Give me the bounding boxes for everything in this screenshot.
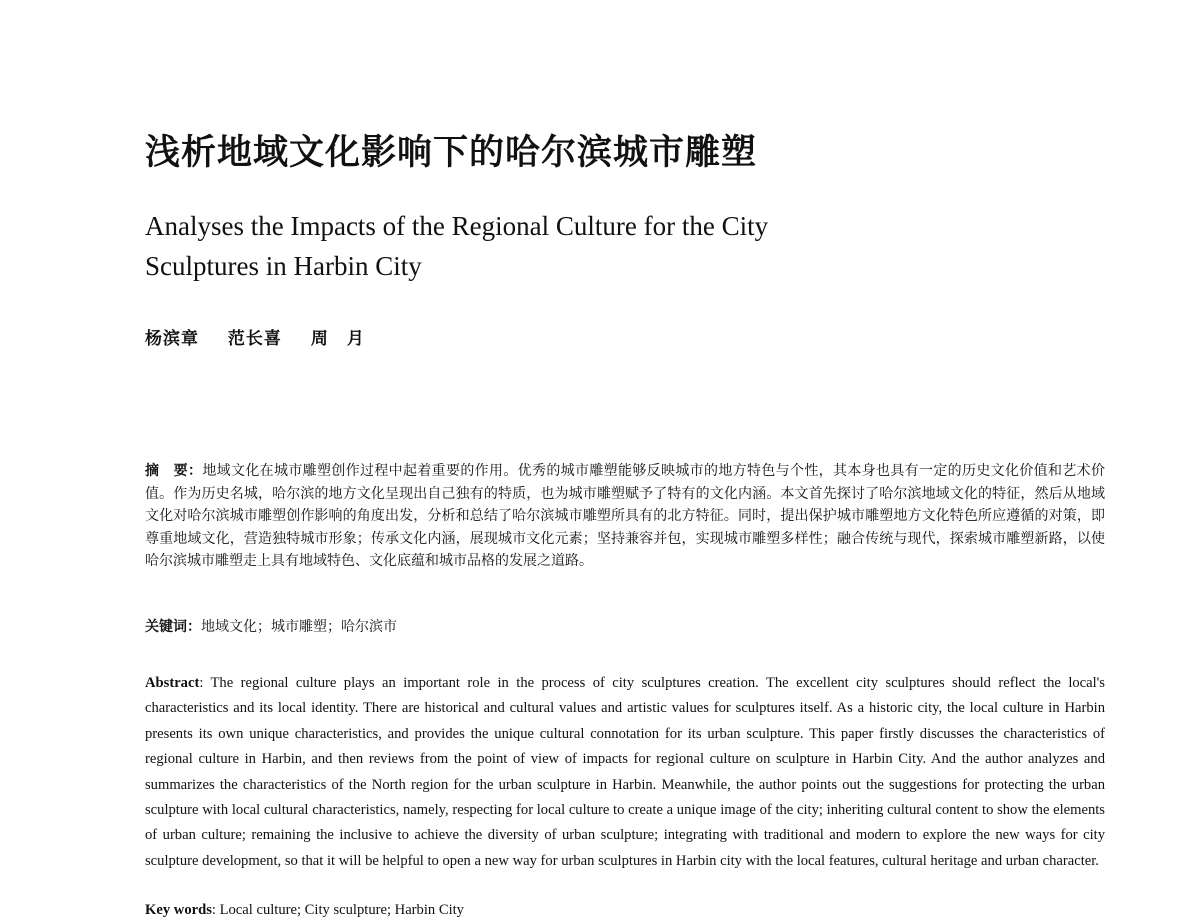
title-english: Analyses the Impacts of the Regional Culture for the City Sculptures in Harbin City — [145, 211, 769, 281]
title-chinese: 浅析地域文化影响下的哈尔滨城市雕塑 — [145, 133, 758, 173]
keywords-english-label: Key words — [145, 902, 212, 918]
author-name: 周 月 — [310, 329, 365, 349]
keywords-english-text: : Local culture; City sculpture; Harbin City — [211, 902, 464, 918]
abstract-chinese-label: 摘 要： — [145, 463, 203, 479]
abstract-chinese — [145, 460, 1105, 573]
keywords-chinese-text: 地域文化；城市雕塑；哈尔滨市 — [201, 619, 397, 635]
keywords-chinese-label: 关键词： — [145, 619, 201, 635]
abstract-chinese-text: 地域文化在城市雕塑创作过程中起着重要的作用。优秀的城市雕塑能够反映城市的地方特色与个性，其本身也具有一定的历史文化价值和艺术价值。作为历史名城，哈尔滨的地方文化呈现出自己独有的特质，也为城市雕塑赋予了特有的文化内涵。本文首先探讨了哈尔滨地域文化的特征，然后从地域文化对哈尔滨城市雕塑创作影响的角度出发，分析和总结了哈尔滨城市雕塑所具有的北方特征。同时，提出保护城市雕塑地方文化特色所应遵循的对策，即尊重地域文化，营造独特城市形象；传承文化内涵，展现城市文化元素；坚持兼容并包，实现城市雕塑多样性；融合传统与现代，探索城市雕塑新路，以使哈尔滨城市雕塑走上具有地域特色、文化底蕴和城市品格的发展之道路。 — [145, 463, 1106, 570]
keywords-english — [145, 899, 1105, 921]
keywords-chinese — [145, 616, 1105, 638]
author-name: 杨滨章 — [145, 329, 199, 349]
author-name: 范长喜 — [227, 329, 282, 349]
abstract-english — [145, 671, 1105, 874]
abstract-english-label: Abstract — [145, 675, 200, 691]
author-list — [145, 324, 387, 349]
abstract-english-text: : The regional culture plays an important role in the process of city sculptures creation. The excellent city sculptures should reflect the local's characteristics and its local identity. There are historical and cultural values and artistic values for sculptures itself. As a historic city, the local culture in Harbin presents its own unique characteristics, and provides the unique cultural connotation for its urban sculpture. This paper firstly discusses the characteristics of regional culture in Harbin, and then reviews from the point of view of impacts for regional culture on sculpture in Harbin City. And the author analyzes and summarizes the characteristics of the North region for the urban sculpture in Harbin. Meanwhile, the author points out the suggestions for protecting the urban sculpture with local cultural characteristics, namely, respecting for local culture to create a unique image of the city; inheriting cultural content to show the elements of urban culture; remaining the inclusive to achieve the diversity of urban sculpture; integrating with traditional and modern to explore the new ways for city sculpture development, so that it will be helpful to open a new way for urban sculptures in Harbin city with the local features, cultural heritage and urban character. — [145, 675, 1105, 869]
